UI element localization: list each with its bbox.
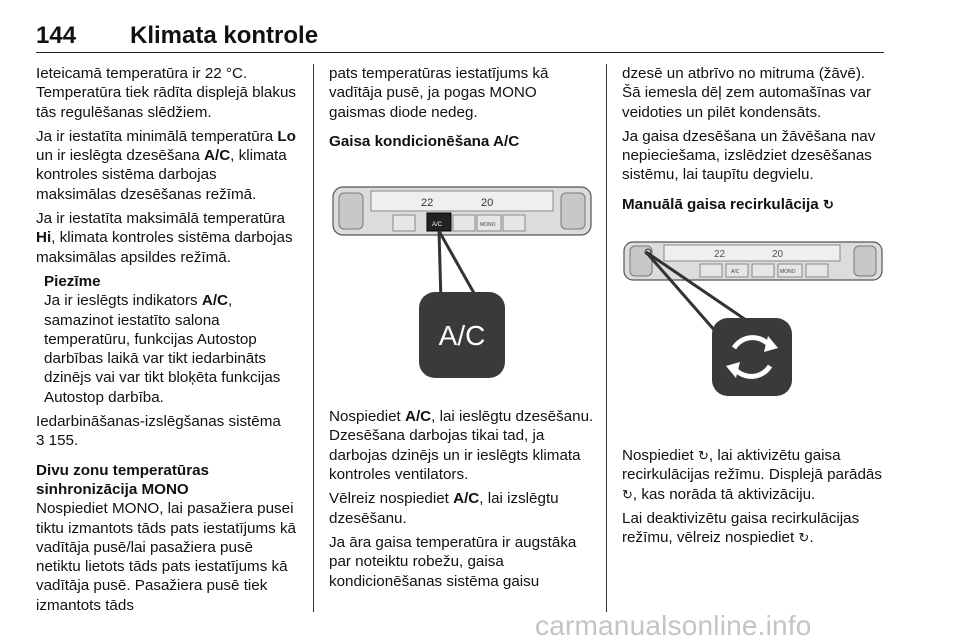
paragraph-max-temp: Ja ir iestatīta maksimālā temperatūra Hi, klimata kontroles sistēma darbojas maksimālas apsildes režīmā. [36, 210, 293, 266]
button-defrost-2 [700, 264, 722, 277]
paragraph-deactivate-recirc: Lai deaktivizētu gaisa recirkulācijas režīmu, vēlreiz nospiediet ↻. [622, 509, 860, 547]
left-knob [339, 193, 363, 229]
ac-callout-label: A/C [438, 320, 486, 352]
recirculation-icon: ↻ [798, 530, 810, 546]
heading-recirculation: Manuālā gaisa recirkulācija ↻ [622, 195, 834, 213]
column-divider-1 [313, 64, 314, 612]
temp-right: 20 [481, 197, 494, 210]
callout-line-right [439, 231, 479, 302]
note-text: Ja ir ieslēgts indikators A/C, samazinot iestatīto salona temperatūru, funkcijas Autostop darbības laikā var tikt iedarbināts dzinējs vai var tikt bloķēta funkcijas Autostop darbība. [44, 292, 281, 406]
button-auto-2 [752, 264, 774, 277]
display-2 [664, 245, 840, 261]
right-knob-2 [854, 246, 876, 276]
button-auto [453, 215, 475, 231]
paragraph-dehumidify: dzesē un atbrīvo no mitruma (žāvē). Šā iemesla dēļ zem automašīnas var veidoties un pilēt kondensāts. [622, 65, 872, 121]
button-ac-label: A/C [432, 222, 443, 229]
heading-ac: Gaisa kondicionēšana A/C [329, 132, 520, 150]
callout-line-left [439, 231, 441, 302]
button-mono-label: MONO [480, 222, 496, 229]
paragraph-mono: Nospiediet MONO, lai pasažiera pusei tiktu izmantots tāds pats iestatījums kā vadītāja pusē/lai pasažiera pusē netiktu lietots tāds pats iestatījums kā vadītāja pusē. Pasažiera pusē tiek izmantots tāds [36, 500, 296, 614]
paragraph-ac-off: Vēlreiz nospiediet A/C, lai izslēgtu dzesēšanu. [329, 490, 559, 527]
recirculation-figure [622, 238, 886, 438]
column-2 [329, 64, 595, 596]
page-number: 144 [36, 22, 77, 49]
paragraph-ac-on: Nospiediet A/C, lai ieslēgtu dzesēšanu. Dzesēšana darbojas tikai tad, ja darbojas dzinējs un ir ieslēgts klimata kontroles ventilators. [329, 408, 594, 484]
watermark: carmanualsonline.info [535, 610, 812, 641]
paragraph-outside-temp: Ja āra gaisa temperatūra ir augstāka par noteiktu robežu, gaisa kondicionēšanas sistēma gaisu [329, 533, 577, 590]
left-knob-2 [630, 246, 652, 276]
recirculation-icon: ↻ [822, 196, 834, 212]
button-rear-2 [806, 264, 828, 277]
button-mono-label-2: MONO [780, 269, 796, 276]
ac-figure [329, 167, 595, 407]
page-header [36, 22, 884, 52]
paragraph-mono-cont: pats temperatūras iestatījums kā vadītāja pusē, ja pogas MONO gaismas diode nedeg. [329, 65, 549, 121]
note-title: Piezīme [44, 272, 101, 290]
column-3 [622, 64, 886, 553]
temp-left-2: 22 [714, 249, 726, 261]
recirculation-callout-box [712, 318, 792, 396]
paragraph-activate-recirc: Nospiediet ↻, lai aktivizētu gaisa recirkulācijas režīmu. Displejā parādās ↻, kas norāda tā aktivizāciju. [622, 447, 882, 503]
column-1 [36, 64, 300, 620]
paragraph-turn-off-cooling: Ja gaisa dzesēšana un žāvēšana nav nepieciešama, izslēdziet dzesēšanas sistēmu, lai taupītu degvielu. [622, 127, 876, 184]
paragraph-recommended-temp: Ieteicamā temperatūra ir 22 °C. Temperatūra tiek rādīta displejā blakus tās regulēšanas slēdžiem. [36, 65, 297, 121]
chapter-title: Klimata kontrole [130, 22, 319, 49]
page-reference-link[interactable]: 3 155. [36, 432, 79, 450]
column-divider-2 [606, 64, 607, 612]
paragraph-min-temp: Ja ir iestatīta minimālā temperatūra Lo un ir ieslēgta dzesēšana A/C, klimata kontroles sistēma darbojas maksimālas dzesēšanas režīmā. [36, 127, 296, 203]
recirculation-icon: ↻ [697, 448, 709, 464]
button-defrost [393, 215, 415, 231]
recirculation-icon: ↻ [622, 486, 633, 502]
paragraph-stop-start: Iedarbināšanas-izslēgšanas sistēma 3 155. [36, 413, 281, 450]
header-rule [36, 52, 884, 53]
button-ac-label-2: A/C [731, 269, 740, 276]
temp-right-2: 20 [772, 249, 784, 261]
right-knob [561, 193, 585, 229]
heading-mono: Divu zonu temperatūras sinhronizācija MONO [36, 461, 210, 498]
temp-left: 22 [421, 197, 434, 210]
button-rear [503, 215, 525, 231]
display [371, 191, 553, 211]
